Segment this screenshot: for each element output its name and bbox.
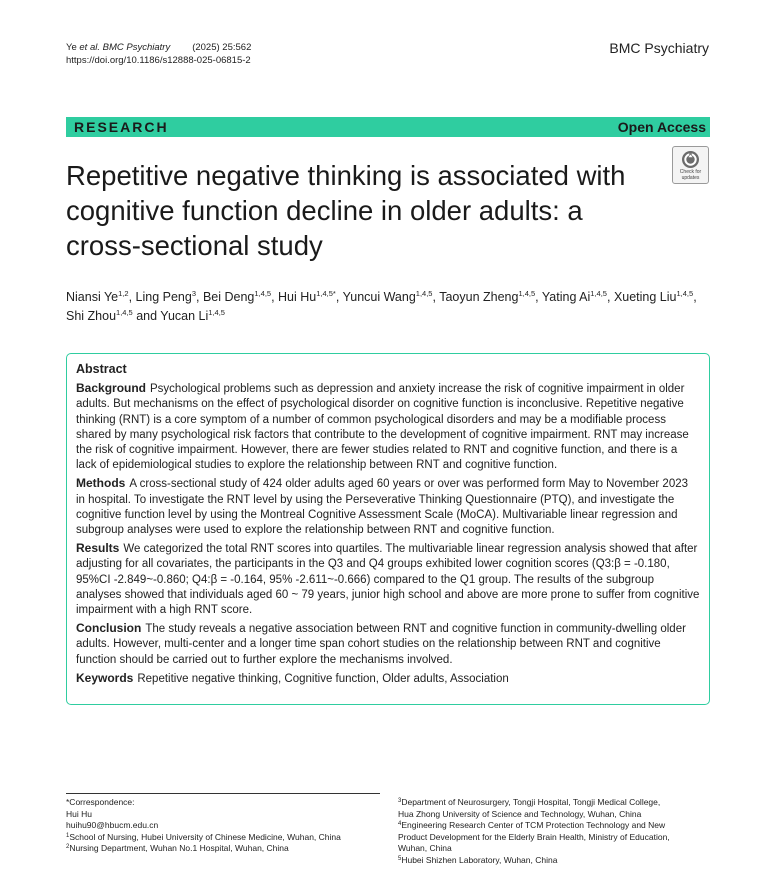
citation-block <box>66 41 251 67</box>
footnote-line: $^4$Engineering Research Center of TCM Protection Technology and New <box>398 820 666 830</box>
footnote-line: *Correspondence: <box>66 797 135 807</box>
author-affiliation: 1,4,5 <box>254 289 272 298</box>
article-type-label: RESEARCH <box>74 119 169 135</box>
footnote-line: Hua Zhong University of Science and Technology, Wuhan, China <box>398 808 642 819</box>
author-name[interactable]: Bei Deng <box>202 290 255 304</box>
author-name[interactable]: Yuncui Wang <box>342 290 416 304</box>
abstract-box <box>66 353 710 705</box>
footnote-line: $^1$School of Nursing, Hubei University of Chinese Medicine, Wuhan, China <box>66 831 341 842</box>
citation-authors: Ye <box>66 42 80 53</box>
author-name[interactable]: Taoyun Zheng <box>439 290 519 304</box>
check-updates-text: Check for updates <box>679 169 702 181</box>
doi-link[interactable]: https://doi.org/10.1186/s12888-025-06815-2 <box>66 55 251 66</box>
check-updates-icon <box>681 150 700 169</box>
journal-name: BMC Psychiatry <box>609 40 709 56</box>
open-access-label: Open Access <box>617 119 706 135</box>
author-name[interactable]: Ling Peng <box>135 290 192 304</box>
citation-year-page: (2025) 25:562 <box>192 42 252 53</box>
author-name[interactable]: Yucan Li <box>160 309 209 323</box>
author-name[interactable]: Shi Zhou <box>66 309 117 323</box>
footnotes-left <box>66 797 396 855</box>
abstract-heading: Abstract <box>76 362 127 376</box>
footnote-line: $^5$Hubei Shizhen Laboratory, Wuhan, China <box>398 854 558 865</box>
check-for-updates-badge[interactable] <box>672 146 709 184</box>
author-list: Niansi Ye$^{1,2}$, Ling Peng$^3$, Bei Deng$^{1,4,5}$, Hui $Hu^{1,4,5*}$, Yuncui Wang$^{1,4,5}$, Taoyun Zheng$^{1,4,5}$, Yating Ai$^{1,4,5}$, Xueting Liu$^{1,4,5}$, Shi Zhou$^{1,4,5}$ and Yucan Li$^{1,4,5}$ <box>66 289 697 323</box>
footnotes-right <box>398 797 698 866</box>
author-affiliation: 1,4,5 <box>208 308 225 317</box>
footnote-line: Wuhan, China <box>398 843 452 853</box>
abstract-section-methods: Methods A cross-sectional study of 424 older adults aged 60 years or over was performed form May to November 2023 in hospital. To investigate the RNT level by using the Perseverative Thinking Questionnaire (PTQ), and investigate the cognitive function level by using the Montreal Cognitive Assessment Scale (MoCA). Multivariable linear regression and subgroup analyses were used to explore the relationship between RNT and cognitive function. <box>76 476 689 537</box>
footnote-line: $^3$Department of Neurosurgery, Tongji Hospital, Tongji Medical College, <box>398 797 661 807</box>
article-title: Repetitive negative thinking is associated with cognitive function decline in older adults: a cross-sectional study <box>66 160 626 261</box>
article-type-bar <box>66 117 710 137</box>
author-affiliation: 1,4,5 <box>676 289 694 298</box>
author-name[interactable]: Niansi Ye <box>66 290 119 304</box>
author-affiliation: 1,4,5 <box>518 289 536 298</box>
author-affiliation: 3 <box>191 289 196 298</box>
abstract-section-conclusion: Conclusion The study reveals a negative association between RNT and cognitive function in community-dwelling older adults. However, multi-center and a longer time span cohort studies on the relationship between RNT and cognitive function should be carried out to further explore the mechanisms involved. <box>76 621 686 666</box>
footnote-line: Product Development for the Elderly Brain Health, Ministry of Education, <box>398 831 670 842</box>
authors-and: and <box>132 309 161 323</box>
author-affiliation: 1,4,5* <box>316 289 336 298</box>
author-affiliation: 1,2 <box>118 289 129 298</box>
abstract-section-results: Results We categorized the total RNT scores into quartiles. The multivariable linear regression analysis showed that after adjusting for all covariates, the participants in the Q3 and Q4 groups exhibited lower cognition scores (Q3:β = -0.180, 95%CI -2.849~-0.860; Q4:β = -0.164, 95% -2.611~-0.666) compared to the Q1 group. The results of the subgroup analyses showed that individuals aged 60 ~ 79 years, junior high school and above are more prone to suffer from cognitive impairment with a high RNT score. <box>76 541 700 617</box>
author-affiliation: 1,4,5 <box>415 289 433 298</box>
footnote-line: $^2$Nursing Department, Wuhan No.1 Hospital, Wuhan, China <box>66 843 289 853</box>
citation-journal: et al. BMC Psychiatry <box>79 42 171 53</box>
footnote-line: huihu90@hbucm.edu.cn <box>66 820 159 830</box>
footnote-line: Hui Hu <box>66 808 92 819</box>
abstract-section-keywords: Keywords Repetitive negative thinking, Cognitive function, Older adults, Association <box>76 670 509 685</box>
author-name[interactable]: Hui Hu <box>278 290 317 304</box>
footnote-divider <box>66 793 380 794</box>
abstract-section-background: Background Psychological problems such as depression and anxiety increase the risk of cognitive impairment in older adults. But mechanisms on the effect of psychological disorder on cognitive function is inconclusive. Repetitive negative thinking (RNT) is a core symptom of a number of common psychological disorders and may be a modifiable process shared by many psychological risk factors that contribute to the development of cognitive impairment. RNT may increase the risk of cognitive impairment. However, there are fewer studies related to RNT and cognitive function, and there is a lack of epidemiological studies to explore the relationship between RNT and cognitive function. <box>76 381 689 472</box>
citation-line <box>66 41 251 54</box>
author-name[interactable]: Xueting Liu <box>613 290 677 304</box>
author-affiliation: 1,4,5 <box>590 289 607 298</box>
author-affiliation: 1,4,5 <box>116 308 133 317</box>
author-name[interactable]: Yating Ai <box>541 290 591 304</box>
